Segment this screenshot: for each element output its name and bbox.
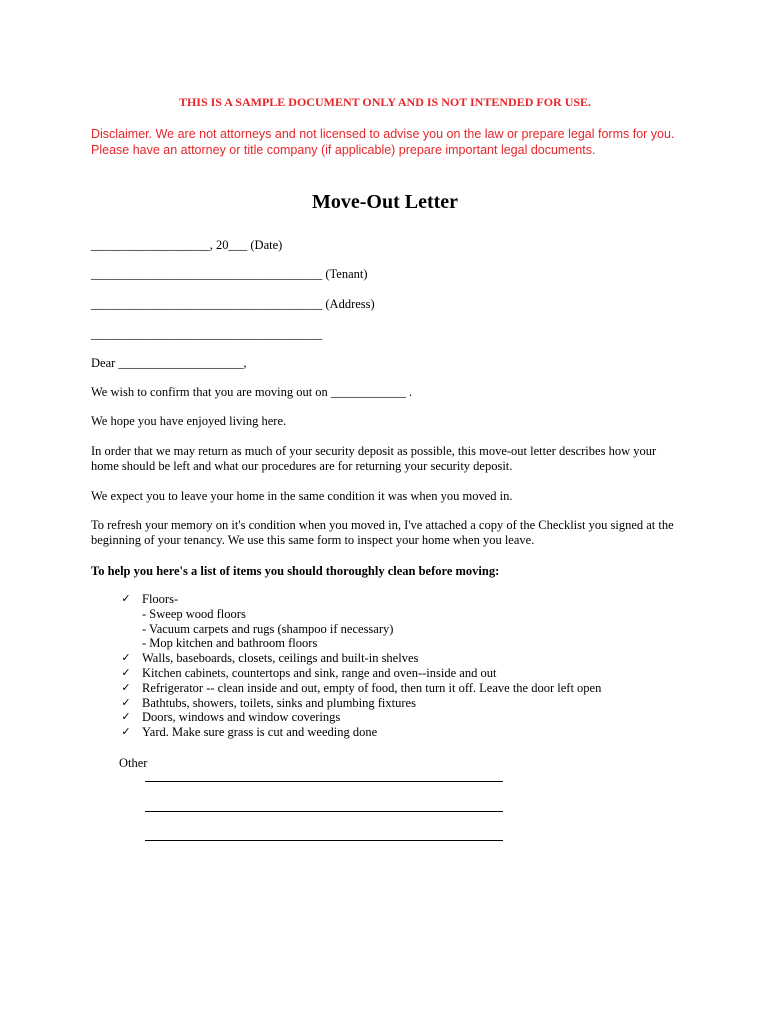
paragraph-line: To refresh your memory on it's condition when you moved in, I've attached a copy of the Checklist you signed at the — [91, 518, 674, 532]
other-blank-line — [145, 781, 503, 782]
checkmark-icon: ✓ — [121, 665, 131, 679]
checklist-item-label: Kitchen cabinets, countertops and sink, range and oven--inside and out — [142, 665, 497, 680]
paragraph-line: In order that we may return as much of your security deposit as possible, this move-out letter describes how your — [91, 444, 657, 458]
checklist-item-label: Floors- — [142, 592, 179, 606]
checkmark-icon: ✓ — [121, 710, 131, 724]
checklist-heading: To help you here's a list of items you should thoroughly clean before moving: — [91, 564, 500, 578]
other-blank-line — [145, 840, 503, 841]
checkmark-icon: ✓ — [121, 680, 131, 694]
checklist-subitem-label: - Vacuum carpets and rugs (shampoo if necessary) — [142, 621, 394, 636]
paragraph-line: beginning of your tenancy. We use this same form to inspect your home when you leave. — [91, 533, 535, 547]
paragraph-line: home should be left and what our procedures are for returning your security deposit. — [91, 459, 513, 473]
checklist-item-label: Yard. Make sure grass is cut and weeding done — [142, 725, 378, 740]
sample-notice: THIS IS A SAMPLE DOCUMENT ONLY AND IS NOT INTENDED FOR USE. — [178, 95, 592, 109]
checklist-item-label: Refrigerator -- clean inside and out, empty of food, then turn it off. Leave the door left open — [142, 680, 602, 695]
disclaimer-line: Disclaimer. We are not attorneys and not licensed to advise you on the law or prepare legal forms for you. — [91, 127, 675, 141]
checklist-subitem-label: - Mop kitchen and bathroom floors — [142, 636, 318, 651]
date-field: ___________________, 20___ (Date) — [91, 238, 283, 252]
address-field-line2: _____________________________________ — [91, 327, 323, 341]
paragraph-deposit — [91, 444, 691, 474]
checklist-subitem-label: - Sweep wood floors — [142, 606, 246, 621]
checklist-item-label: Doors, windows and window coverings — [142, 710, 341, 725]
checklist-item-label: Bathtubs, showers, toilets, sinks and plumbing fixtures — [142, 695, 416, 710]
paragraph-confirm: We wish to confirm that you are moving out on ____________ . — [91, 385, 413, 399]
checkmark-icon: ✓ — [121, 592, 131, 605]
paragraph-refresh — [91, 518, 691, 548]
address-field: _____________________________________ (Address) — [91, 297, 375, 311]
document-title: Move-Out Letter — [311, 191, 459, 213]
checkmark-icon: ✓ — [121, 725, 131, 739]
checkmark-icon: ✓ — [121, 695, 131, 709]
paragraph-expect: We expect you to leave your home in the same condition it was when you moved in. — [91, 489, 513, 503]
salutation: Dear ____________________, — [91, 356, 247, 370]
other-label: Other — [119, 756, 148, 770]
checklist-item-label: Walls, baseboards, closets, ceilings and built-in shelves — [142, 651, 419, 666]
disclaimer — [91, 126, 711, 158]
paragraph-hope: We hope you have enjoyed living here. — [91, 414, 287, 428]
other-blank-line — [145, 811, 503, 812]
tenant-field: _____________________________________ (Tenant) — [91, 267, 368, 281]
checkmark-icon: ✓ — [121, 651, 131, 665]
disclaimer-line: Please have an attorney or title company (if applicable) prepare important legal documents. — [91, 143, 596, 157]
